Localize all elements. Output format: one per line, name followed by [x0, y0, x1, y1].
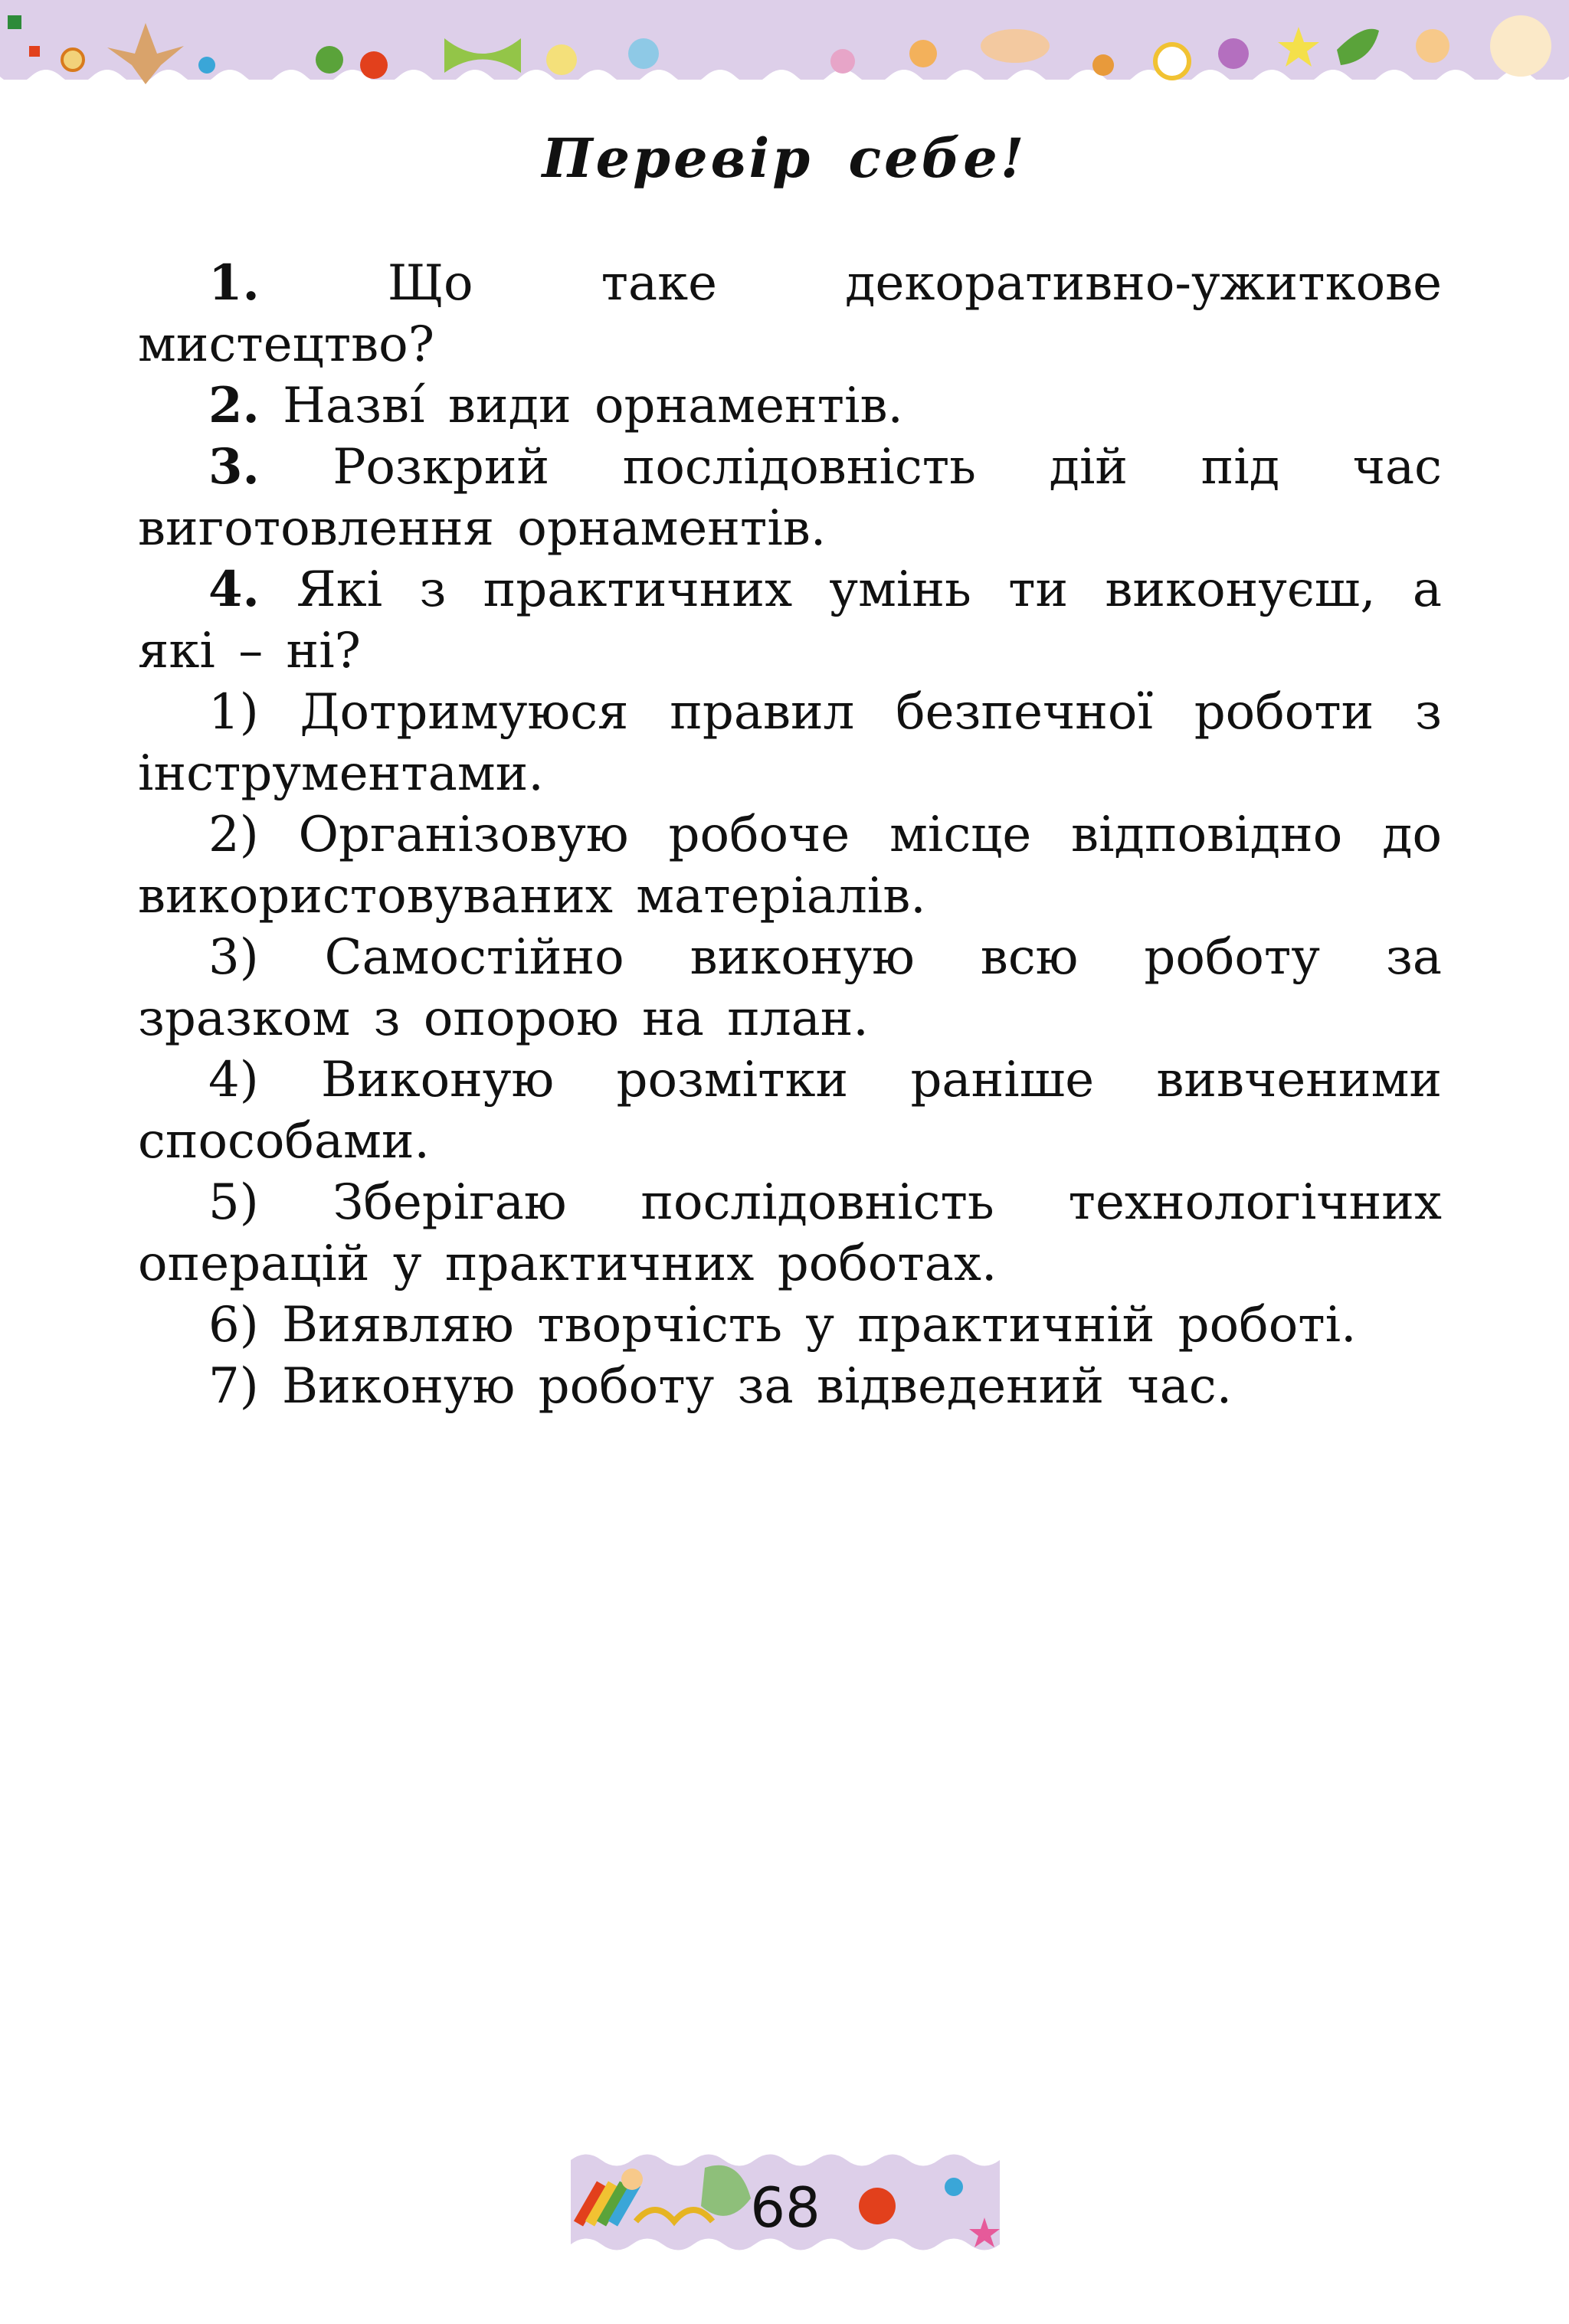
question-number: 4.: [208, 561, 260, 618]
skill-item-3: 3) Самостійно виконую всю роботу за зразком з опорою на план.: [138, 929, 1442, 1047]
decorative-ornaments: [0, 0, 1569, 92]
question-text: Які з практичних умінь ти виконуєш, а які – ні?: [138, 561, 1442, 679]
question-text: Розкрий послідовність дій під час виготовлення орнаментів.: [138, 439, 1442, 557]
page-footer: [559, 2145, 1011, 2260]
skill-item-1: 1) Дотримуюся правил безпечної роботи з інструментами.: [138, 684, 1442, 802]
question-text: Що таке декоративно-ужиткове мистецтво?: [138, 255, 1442, 373]
question-number: 3.: [208, 438, 260, 496]
question-number: 1.: [208, 254, 260, 312]
question-4: [138, 559, 1442, 682]
questions-block: [138, 253, 1442, 1417]
skill-item-6: 6) Виявляю творчість у практичній роботі.: [208, 1297, 1357, 1353]
skill-item-7: 7) Виконую роботу за відведений час.: [208, 1358, 1233, 1415]
decorative-top-border: [0, 0, 1569, 80]
skill-item-4: 4) Виконую розмітки раніше вивченими способами.: [138, 1052, 1442, 1170]
page-number: 68: [750, 2175, 821, 2240]
question-2: [138, 375, 1442, 437]
question-number: 2.: [208, 377, 260, 434]
question-3: [138, 437, 1442, 559]
section-title: Перевір себе!: [542, 126, 1027, 190]
question-1: [138, 253, 1442, 375]
skill-item-5: 5) Зберігаю послідовність технологічних операцій у практичних роботах.: [138, 1174, 1442, 1292]
question-text: Назві́ види орнаментів.: [259, 378, 903, 434]
skill-item-2: 2) Організовую робоче місце відповідно до використовуваних матеріалів.: [138, 807, 1442, 925]
